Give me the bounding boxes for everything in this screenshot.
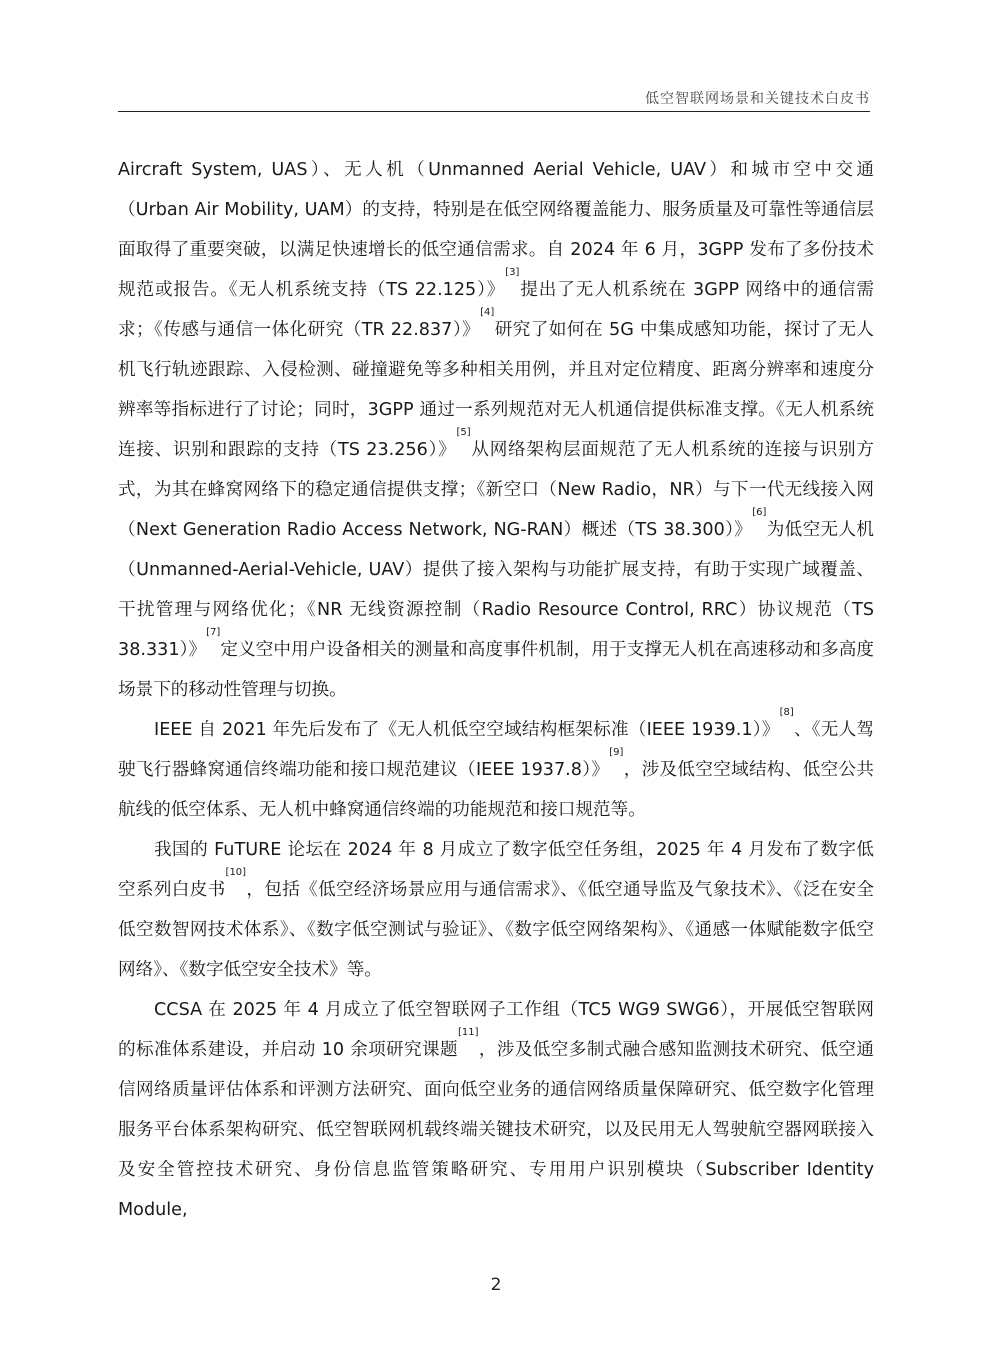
header-divider: [118, 111, 870, 112]
paragraph-text: ，涉及低空多制式融合感知监测技术研究、低空通信网络质量评估体系和评测方法研究、面向低空业务的通信网络质量保障研究、低空数字化管理服务平台体系架构研究、低空智联网机载终端关键技术研究，以及民用无人驾驶航空器网联接入及安全管控技术研究、身份信息监管策略研究、专用用户识别模块（Subscriber Identity Module,: [118, 1040, 874, 1220]
paragraph-text: 从网络架构层面规范了无人机系统的连接与识别方式，为其在蜂窝网络下的稳定通信提供支撑；《新空口（New Radio，NR）与下一代无线接入网（Next Generation Radio Access Network, NG-RAN）概述（TS 38.300）》: [118, 440, 874, 540]
page-number: 2: [490, 1275, 502, 1295]
citation-ref: [3]: [505, 267, 520, 278]
body-text: [118, 150, 874, 1230]
citation-ref: [6]: [752, 507, 767, 518]
citation-ref: [7]: [206, 627, 221, 638]
paragraph: [118, 990, 874, 1230]
paragraph-text: 、《无人驾驶飞行器蜂窝通信终端功能和接口规范建议（IEEE 1937.8）》: [118, 720, 875, 780]
citation-ref: [5]: [456, 427, 471, 438]
paragraph-text: ，涉及低空空域结构、低空公共航线的低空体系、无人机中蜂窝通信终端的功能规范和接口规范等。: [118, 760, 874, 820]
paragraph-text: 定义空中用户设备相关的测量和高度事件机制，用于支撑无人机在高速移动和多高度场景下的移动性管理与切换。: [118, 640, 874, 700]
paragraph: [118, 150, 874, 710]
paragraph: [118, 830, 874, 990]
paragraph-text: IEEE 自 2021 年先后发布了《无人机低空空域结构框架标准（IEEE 1939.1）》: [154, 720, 780, 740]
paragraph-text: 提出了无人机系统在 3GPP 网络中的通信需求；《传感与通信一体化研究（TR 22.837）》: [118, 280, 874, 340]
citation-ref: [11]: [457, 1027, 479, 1038]
citation-ref: [9]: [609, 747, 624, 758]
paragraph: [118, 707, 875, 830]
citation-ref: [10]: [225, 867, 247, 878]
paragraph-text: CCSA 在 2025 年 4 月成立了低空智联网子工作组（TC5 WG9 SWG6），开展低空智联网的标准体系建设，并启动 10 余项研究课题: [118, 1000, 874, 1060]
paragraph-text: 为低空无人机（Unmanned-Aerial-Vehicle, UAV）提供了接入架构与功能扩展支持，有助于实现广域覆盖、干扰管理与网络优化；《NR 无线资源控制（Radio Resource Control, RRC）协议规范（TS 38.331）》: [118, 520, 874, 660]
paragraph-text: ，包括《低空经济场景应用与通信需求》、《低空通导监及气象技术》、《泛在安全低空数智网技术体系》、《数字低空测试与验证》、《数字低空网络架构》、《通感一体赋能数字低空网络》、《数字低空安全技术》等。: [118, 880, 874, 980]
paragraph-text: Aircraft System, UAS）、无人机（Unmanned Aerial Vehicle, UAV）和城市空中交通（Urban Air Mobility, UAM）的支持，特别是在低空网络覆盖能力、服务质量及可靠性等通信层面取得了重要突破，以满足快速增长的低空通信需求。自 2024 年 6 月，3GPP 发布了多份技术规范或报告。《无人机系统支持（TS 22.125）》: [118, 160, 874, 300]
paragraph-text: 我国的 FuTURE 论坛在 2024 年 8 月成立了数字低空任务组，2025 年 4 月发布了数字低空系列白皮书: [118, 840, 874, 900]
paragraph-text: 研究了如何在 5G 中集成感知功能，探讨了无人机飞行轨迹跟踪、入侵检测、碰撞避免等多种相关用例，并且对定位精度、距离分辨率和速度分辨率等指标进行了讨论；同时，3GPP 通过一系列规范对无人机通信提供标准支撑。《无人机系统连接、识别和跟踪的支持（TS 23.256）》: [118, 320, 874, 460]
running-header-title: 低空智联网场景和关键技术白皮书: [645, 91, 870, 107]
citation-ref: [8]: [779, 707, 794, 718]
citation-ref: [4]: [480, 307, 495, 318]
